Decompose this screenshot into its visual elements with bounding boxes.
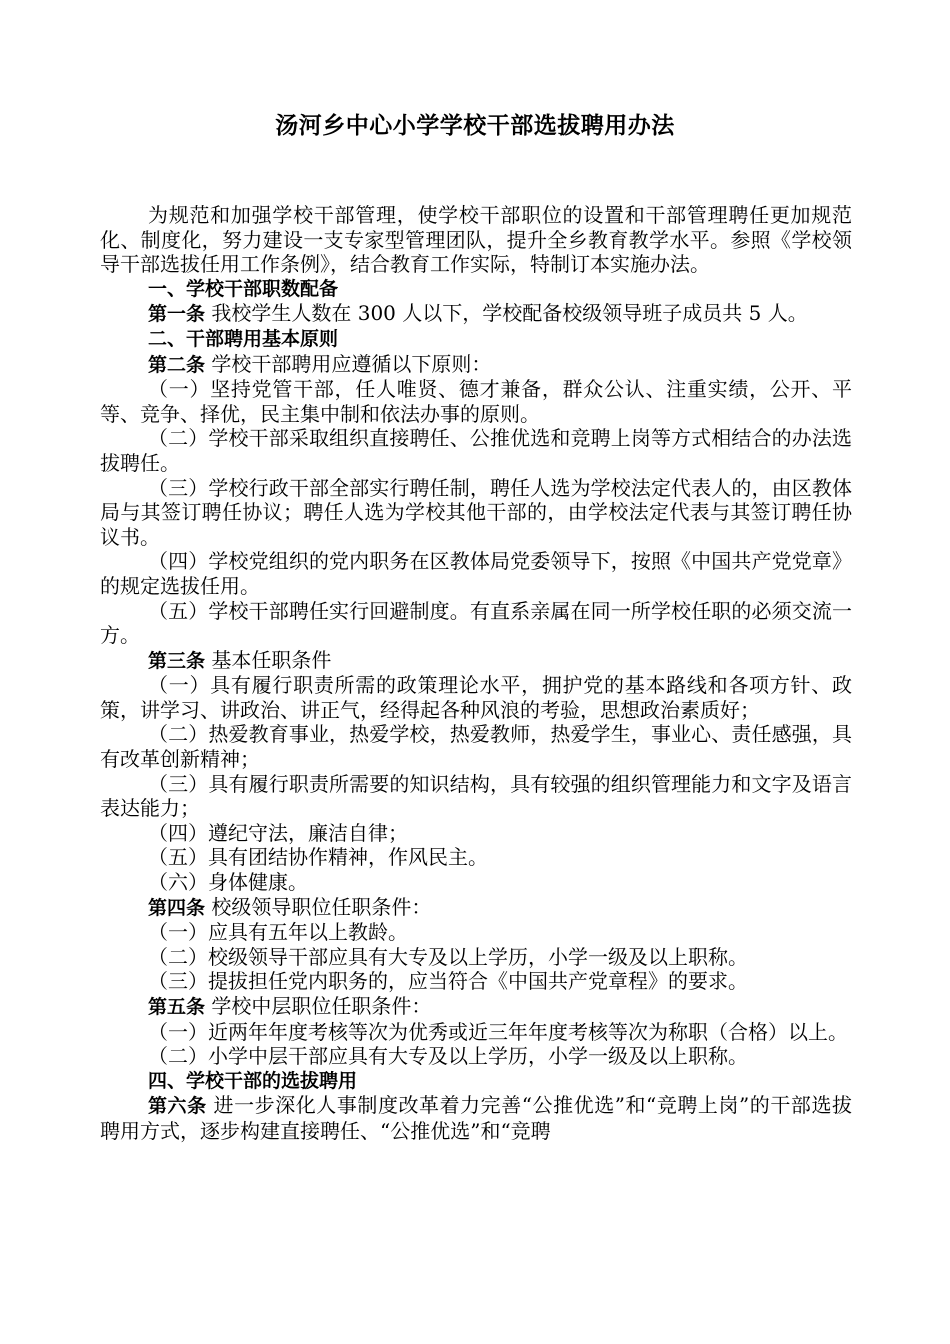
article-label: 第六条 xyxy=(148,1095,207,1118)
article-6 xyxy=(100,1093,852,1143)
article-label: 第三条 xyxy=(148,649,206,672)
list-item: （二）学校干部采取组织直接聘任、公推优选和竞聘上岗等方式相结合的办法选拔聘任。 xyxy=(100,426,852,475)
section-heading-1: 一、学校干部职数配备 xyxy=(148,277,339,300)
article-label: 第一条 xyxy=(148,303,206,326)
article-text: 学校干部聘用应遵循以下原则： xyxy=(205,351,492,376)
list-item: （一）应具有五年以上教龄。 xyxy=(148,920,408,945)
article-text: 学校中层职位任职条件： xyxy=(205,994,432,1018)
list-item: （四）学校党组织的党内职务在区教体局党委领导下，按照《中国共产党党章》的规定选拔任用。 xyxy=(100,549,852,598)
article-5 xyxy=(100,994,852,1020)
document-title: 汤河乡中心小学学校干部选拔聘用办法 xyxy=(275,113,675,139)
list-item: （一）具有履行职责所需的政策理论水平，拥护党的基本路线和各项方针、政策，讲学习、讲政治、讲正气，经得起各种风浪的考验，思想政治素质好； xyxy=(100,673,852,722)
article-text: 进一步深化人事制度改革着力完善“公推优选”和“竞聘上岗”的干部选拔聘用方式，逐步构建直接聘任、“公推优选”和“竞聘 xyxy=(100,1093,852,1143)
list-item: （一）坚持党管干部，任人唯贤、德才兼备，群众公认、注重实绩，公开、平等、竞争、择优，民主集中制和依法办事的原则。 xyxy=(100,377,852,426)
article-4 xyxy=(100,895,852,921)
list-item: （五）具有团结协作精神，作风民主。 xyxy=(148,845,488,870)
article-label: 第五条 xyxy=(148,996,206,1018)
article-text: 我校学生人数在 300 人以下，学校配备校级领导班子成员共 5 人。 xyxy=(205,301,808,326)
article-1 xyxy=(100,301,852,327)
list-item: （二）校级领导干部应具有大专及以上学历，小学一级及以上职称。 xyxy=(148,944,748,969)
list-item: （三）具有履行职责所需要的知识结构，具有较强的组织管理能力和文字及语言表达能力； xyxy=(100,771,852,821)
section-heading-4: 四、学校干部的选拔聘用 xyxy=(148,1069,358,1092)
article-3 xyxy=(100,648,852,674)
list-item: （二）热爱教育事业，热爱学校，热爱教师，热爱学生，事业心、责任感强，具有改革创新精神； xyxy=(100,722,852,772)
article-text: 基本任职条件 xyxy=(205,647,332,672)
intro-paragraph: 为规范和加强学校干部管理，使学校干部职位的设置和干部管理聘任更加规范化、制度化，努力建设一支专家型管理团队，提升全乡教育教学水平。参照《学校领导干部选拔任用工作条例》，结合教育工作实际，特制订本实施办法。 xyxy=(100,203,852,277)
list-item: （五）学校干部聘任实行回避制度。有直系亲属在同一所学校任职的必须交流一方。 xyxy=(100,598,852,648)
list-item: （四）遵纪守法，廉洁自律； xyxy=(148,820,408,845)
document-body xyxy=(100,203,852,1144)
article-2 xyxy=(100,352,852,378)
list-item: （六）身体健康。 xyxy=(148,870,308,895)
article-text: 校级领导职位任职条件： xyxy=(205,894,432,919)
list-item: （二）小学中层干部应具有大专及以上学历，小学一级及以上职称。 xyxy=(148,1044,748,1069)
list-item: （一）近两年年度考核等次为优秀或近三年年度考核等次为称职（合格）以上。 xyxy=(148,1019,848,1044)
section-heading-2: 二、干部聘用基本原则 xyxy=(148,327,339,350)
list-item: （三）提拔担任党内职务的，应当符合《中国共产党章程》的要求。 xyxy=(148,969,748,994)
article-label: 第四条 xyxy=(148,896,206,919)
list-item: （三）学校行政干部全部实行聘任制，聘任人选为学校法定代表人的，由区教体局与其签订聘任协议；聘任人选为学校其他干部的，由学校法定代表与其签订聘任协议书。 xyxy=(100,475,852,549)
article-label: 第二条 xyxy=(148,353,206,376)
